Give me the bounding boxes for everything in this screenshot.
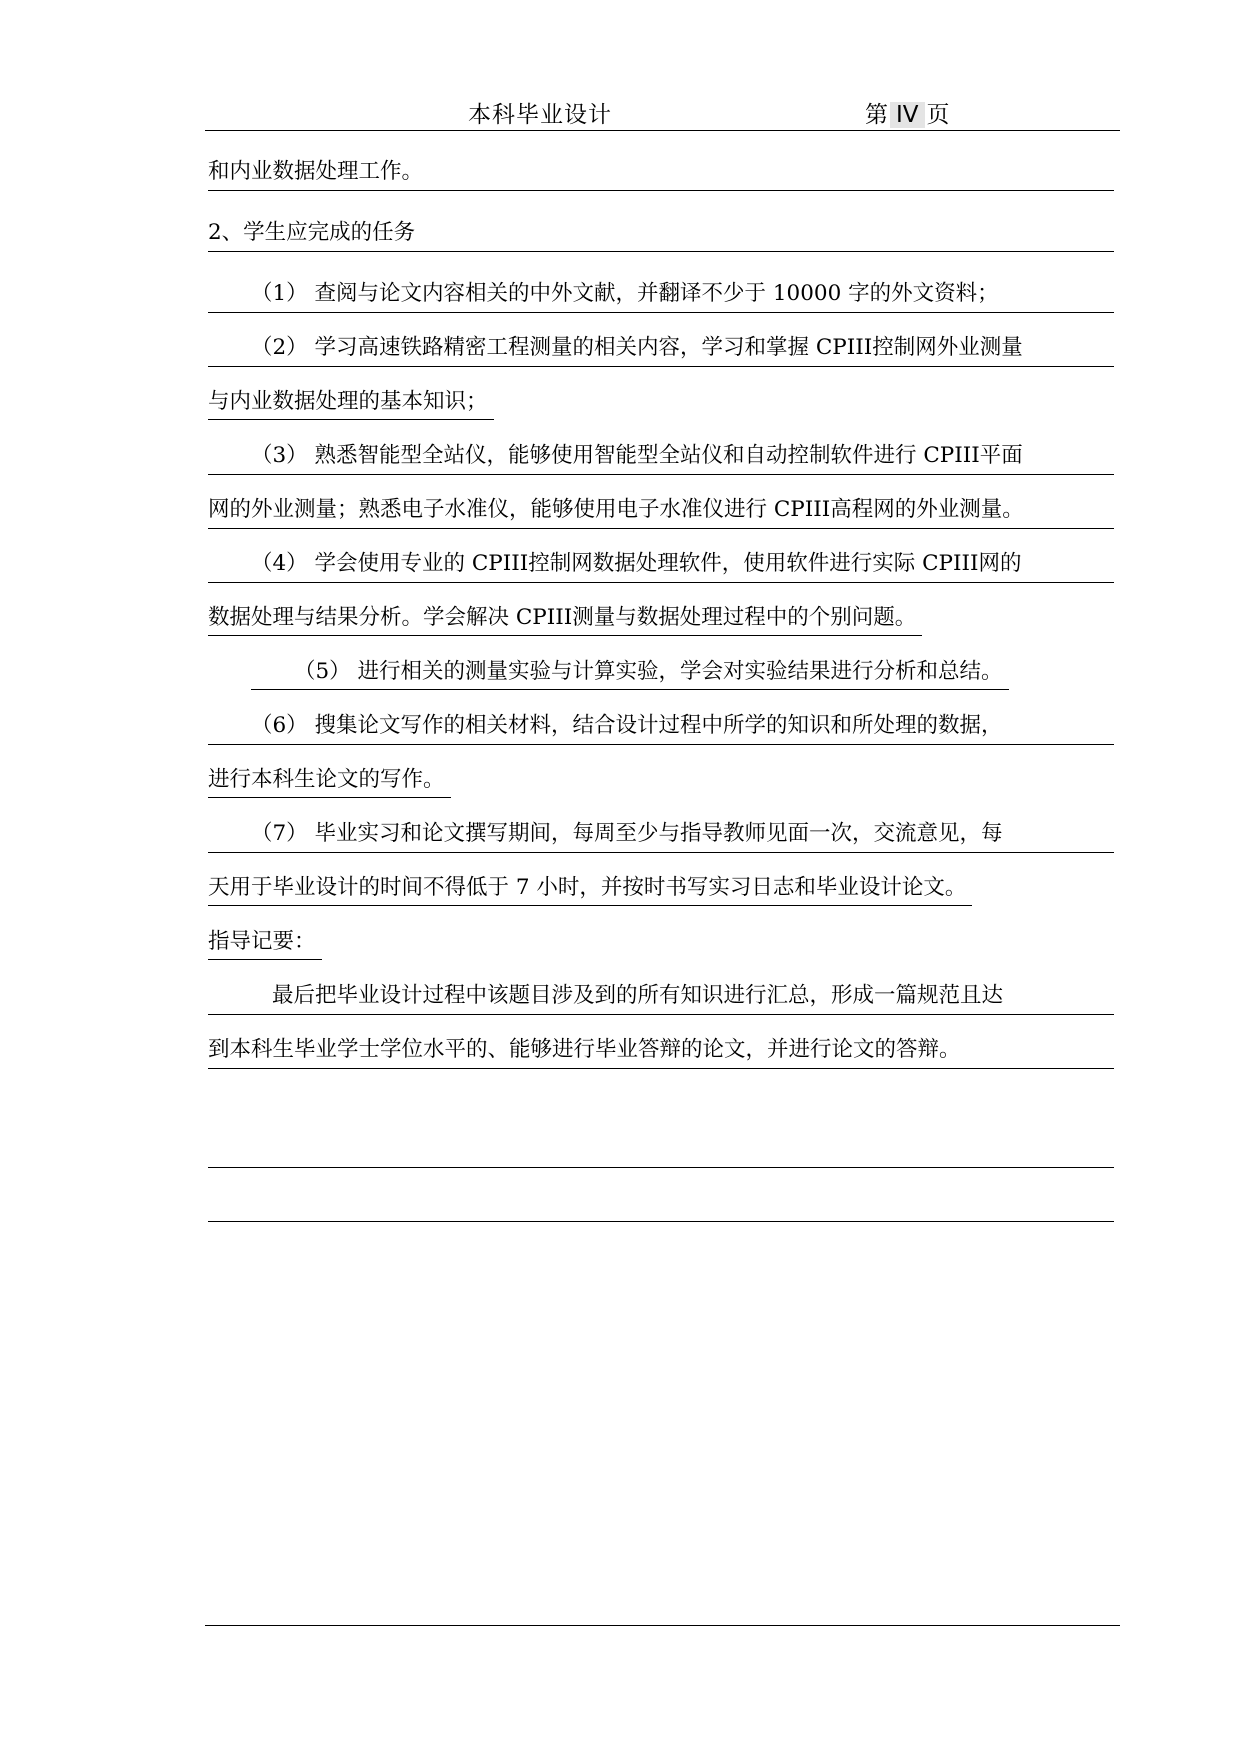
task-item-2-line-1: （2） 学习高速铁路精密工程测量的相关内容，学习和掌握 CPIII控制网外业测量 bbox=[208, 330, 1114, 367]
blank-line-2 bbox=[208, 1221, 1114, 1222]
guidance-notes-label bbox=[208, 924, 1114, 960]
task-item-5-text: （5） 进行相关的测量实验与计算实验，学会对实验结果进行分析和总结。 bbox=[251, 655, 1009, 690]
task-item-3-line-1: （3） 熟悉智能型全站仪，能够使用智能型全站仪和自动控制软件进行 CPIII平面 bbox=[208, 438, 1114, 475]
task-item-4-line-2-text: 数据处理与结果分析。学会解决 CPIII测量与数据处理过程中的个别问题。 bbox=[208, 601, 922, 636]
guidance-notes-line-2: 到本科生毕业学士学位水平的、能够进行毕业答辩的论文，并进行论文的答辩。 bbox=[208, 1032, 1114, 1069]
task-item-6-line-1: （6） 搜集论文写作的相关材料，结合设计过程中所学的知识和所处理的数据， bbox=[208, 708, 1114, 745]
guidance-notes-label-text: 指导记要： bbox=[208, 925, 322, 960]
page-suffix: 页 bbox=[926, 102, 950, 128]
task-item-7-line-2-text: 天用于毕业设计的时间不得低于 7 小时，并按时书写实习日志和毕业设计论文。 bbox=[208, 871, 972, 906]
task-item-2-line-2 bbox=[208, 384, 1114, 420]
task-item-6-line-2-text: 进行本科生论文的写作。 bbox=[208, 763, 451, 798]
task-item-7-line-1: （7） 毕业实习和论文撰写期间，每周至少与指导教师见面一次，交流意见，每 bbox=[208, 816, 1114, 853]
task-item-2-line-2-text: 与内业数据处理的基本知识； bbox=[208, 385, 494, 420]
task-item-7-line-2 bbox=[208, 870, 1114, 906]
guidance-notes-line-1: 最后把毕业设计过程中该题目涉及到的所有知识进行汇总，形成一篇规范且达 bbox=[208, 978, 1114, 1015]
task-heading: 2、学生应完成的任务 bbox=[208, 215, 1114, 252]
blank-line-1 bbox=[208, 1167, 1114, 1168]
page-prefix: 第 bbox=[865, 102, 888, 128]
footer-rule bbox=[205, 1625, 1120, 1626]
task-item-3-line-2: 网的外业测量；熟悉电子水准仪，能够使用电子水准仪进行 CPIII高程网的外业测量。 bbox=[208, 492, 1114, 529]
page-number-value: IV bbox=[890, 102, 925, 128]
page-number bbox=[865, 96, 950, 129]
task-item-5 bbox=[208, 654, 1114, 690]
header-title: 本科毕业设计 bbox=[468, 102, 612, 128]
task-item-1: （1） 查阅与论文内容相关的中外文献，并翻译不少于 10000 字的外文资料； bbox=[208, 276, 1114, 313]
text-line-1: 和内业数据处理工作。 bbox=[208, 154, 1114, 191]
task-item-4-line-1: （4） 学会使用专业的 CPIII控制网数据处理软件，使用软件进行实际 CPIII网的 bbox=[208, 546, 1114, 583]
page-header bbox=[205, 90, 1120, 131]
task-item-6-line-2 bbox=[208, 762, 1114, 798]
task-item-4-line-2 bbox=[208, 600, 1114, 636]
